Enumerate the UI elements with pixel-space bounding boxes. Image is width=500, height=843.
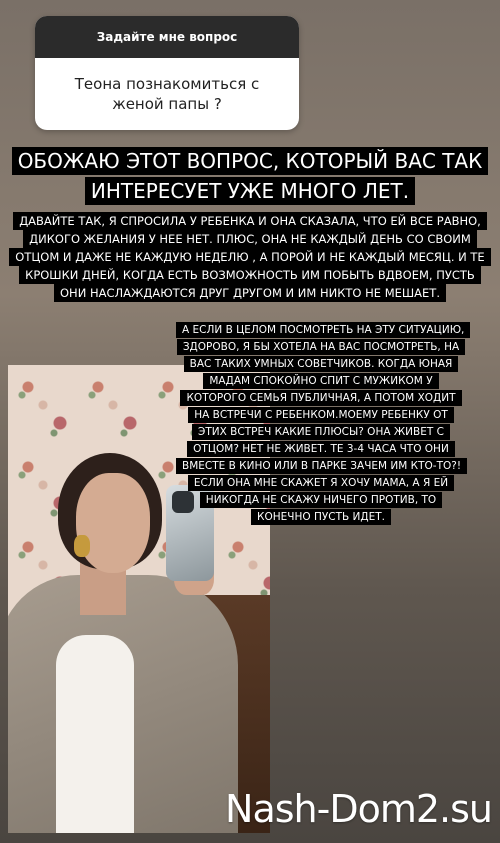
white-top bbox=[56, 635, 134, 833]
face bbox=[76, 473, 150, 573]
story-paragraph-2 bbox=[176, 322, 466, 526]
question-sticker-header: Задайте мне вопрос bbox=[35, 16, 299, 58]
site-watermark: Nash-Dom2.su bbox=[225, 787, 492, 831]
story-heading-text: ОБОЖАЮ ЭТОТ ВОПРОС, КОТОРЫЙ ВАС ТАК ИНТЕРЕСУЕТ УЖЕ МНОГО ЛЕТ. bbox=[12, 147, 489, 205]
gold-earring bbox=[74, 535, 90, 557]
story-heading bbox=[8, 146, 492, 206]
question-sticker-text: Теона познакомиться с женой папы ? bbox=[74, 75, 260, 113]
story-paragraph-2-text: А ЕСЛИ В ЦЕЛОМ ПОСМОТРЕТЬ НА ЭТУ СИТУАЦИЮ, ЗДОРОВО, Я БЫ ХОТЕЛА НА ВАС ПОСМОТРЕТЬ, НА ВАС ТАКИХ УМНЫХ СОВЕТЧИКОВ. КОГДА ЮНАЯ МАДАМ СПОКОЙНО СПИТ С МУЖИКОМ У КОТОРОГО СЕМЬЯ ПУБЛИЧНАЯ, А ПОТОМ ХОДИТ НА ВСТРЕЧИ С РЕБЕНКОМ.МОЕМУ РЕБЕНКУ ОТ ЭТИХ ВСТРЕЧ КАКИЕ ПЛЮСЫ? ОНА ЖИВЕТ С ОТЦОМ? НЕТ НЕ ЖИВЕТ. ТЕ 3-4 ЧАСА ЧТО ОНИ ВМЕСТЕ В КИНО ИЛИ В ПАРКЕ ЗАЧЕМ ИМ КТО-ТО?! ЕСЛИ ОНА МНЕ СКАЖЕТ Я ХОЧУ МАМА, А Я ЕЙ НИКОГДА НЕ СКАЖУ НИЧЕГО ПРОТИВ, ТО КОНЕЧНО ПУСТЬ ИДЕТ. bbox=[176, 322, 470, 525]
story-paragraph-1 bbox=[8, 212, 492, 302]
question-sticker[interactable] bbox=[35, 16, 299, 130]
story-paragraph-1-text: ДАВАЙТЕ ТАК, Я СПРОСИЛА У РЕБЕНКА И ОНА СКАЗАЛА, ЧТО ЕЙ ВСЕ РАВНО, ДИКОГО ЖЕЛАНИЯ У НЕЕ НЕТ. ПЛЮС, ОНА НЕ КАЖДЫЙ ДЕНЬ СО СВОИМ ОТЦОМ И ДАЖЕ НЕ КАЖДУЮ НЕДЕЛЮ , А ПОРОЙ И НЕ КАЖДЫЙ МЕСЯЦ. И ТЕ КРОШКИ ДНЕЙ, КОГДА ЕСТЬ ВОЗМОЖНОСТЬ ИМ ПОБЫТЬ ВДВОЕМ, ПУСТЬ ОНИ НАСЛАЖДАЮТСЯ ДРУГ ДРУГОМ И ИМ НИКТО НЕ МЕШАЕТ. bbox=[9, 212, 490, 302]
